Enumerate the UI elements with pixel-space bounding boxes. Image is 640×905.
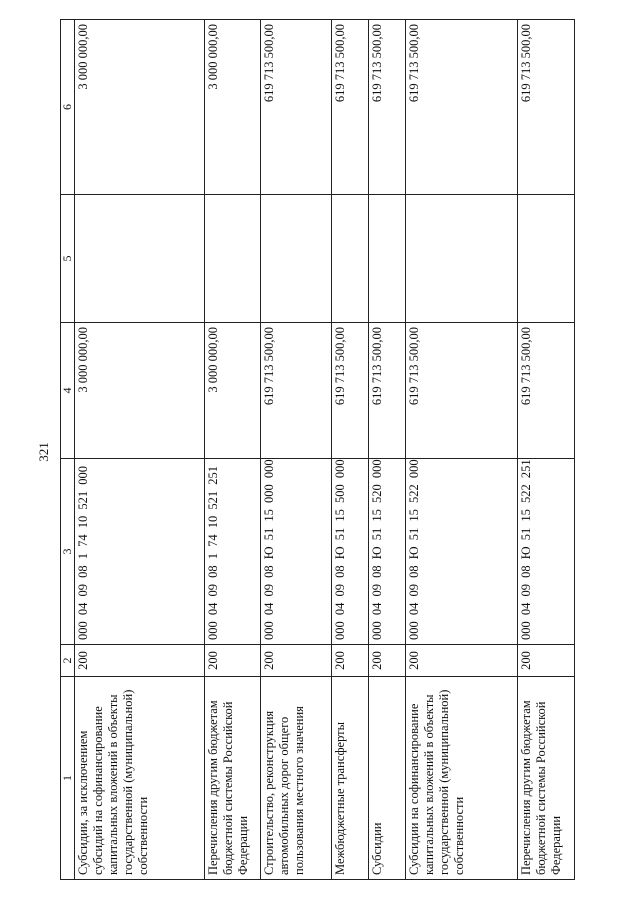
row-admin-code: 200: [331, 645, 368, 677]
row-amount-6: 619 713 500,00: [369, 20, 406, 195]
row-amount-6: 3 000 000,00: [75, 20, 205, 195]
row-budget-code: 000 04 09 08 1 74 10 521 251: [204, 459, 260, 645]
table-row: [517, 20, 574, 880]
row-budget-code: 000 04 09 08 Ю 51 15 522 000: [406, 459, 517, 645]
rotated-table-wrapper: [60, 20, 575, 880]
page-number: 321: [36, 442, 51, 462]
column-header: 2: [61, 645, 75, 677]
row-budget-code: 000 04 09 08 Ю 51 15 520 000: [369, 459, 406, 645]
row-name: Перечисления другим бюджетам бюджетной системы Российской Федерации: [517, 677, 574, 880]
table-row: [406, 20, 517, 880]
row-amount-4: 619 713 500,00: [369, 323, 406, 459]
row-amount-5: [369, 195, 406, 323]
row-name: Субсидии: [369, 677, 406, 880]
row-name: Субсидии, за исключением субсидий на софинансирование капитальных вложений в объекты государственной (муниципальной) собственности: [75, 677, 205, 880]
row-budget-code: 000 04 09 08 Ю 51 15 000 000: [260, 459, 331, 645]
column-header: 4: [61, 323, 75, 459]
row-amount-4: 619 713 500,00: [260, 323, 331, 459]
row-amount-6: 619 713 500,00: [517, 20, 574, 195]
row-amount-6: 619 713 500,00: [406, 20, 517, 195]
row-admin-code: 200: [204, 645, 260, 677]
row-amount-4: 619 713 500,00: [406, 323, 517, 459]
row-admin-code: 200: [369, 645, 406, 677]
row-amount-4: 3 000 000,00: [75, 323, 205, 459]
column-header: 5: [61, 195, 75, 323]
row-amount-5: [406, 195, 517, 323]
row-admin-code: 200: [406, 645, 517, 677]
table-row: [204, 20, 260, 880]
row-admin-code: 200: [517, 645, 574, 677]
row-amount-5: [260, 195, 331, 323]
row-amount-4: 619 713 500,00: [517, 323, 574, 459]
row-name: Перечисления другим бюджетам бюджетной системы Российской Федерации: [204, 677, 260, 880]
table-row: [75, 20, 205, 880]
row-budget-code: 000 04 09 08 Ю 51 15 500 000: [331, 459, 368, 645]
table-row: [331, 20, 368, 880]
table-row: [260, 20, 331, 880]
table-row: [369, 20, 406, 880]
row-name: Субсидии на софинансирование капитальных вложений в объекты государственной (муниципальной) собственности: [406, 677, 517, 880]
column-header: 1: [61, 677, 75, 880]
row-admin-code: 200: [75, 645, 205, 677]
row-amount-6: 619 713 500,00: [331, 20, 368, 195]
row-name: Строительство, реконструкция автомобильных дорог общего пользования местного значения: [260, 677, 331, 880]
column-header: 6: [61, 20, 75, 195]
row-budget-code: 000 04 09 08 Ю 51 15 522 251: [517, 459, 574, 645]
row-amount-4: 3 000 000,00: [204, 323, 260, 459]
row-budget-code: 000 04 09 08 1 74 10 521 000: [75, 459, 205, 645]
row-amount-5: [331, 195, 368, 323]
row-amount-5: [204, 195, 260, 323]
row-amount-6: 619 713 500,00: [260, 20, 331, 195]
row-amount-5: [75, 195, 205, 323]
row-name: Межбюджетные трансферты: [331, 677, 368, 880]
row-amount-6: 3 000 000,00: [204, 20, 260, 195]
row-amount-5: [517, 195, 574, 323]
header-row: [61, 20, 75, 880]
budget-table: [60, 19, 575, 880]
row-admin-code: 200: [260, 645, 331, 677]
row-amount-4: 619 713 500,00: [331, 323, 368, 459]
column-header: 3: [61, 459, 75, 645]
